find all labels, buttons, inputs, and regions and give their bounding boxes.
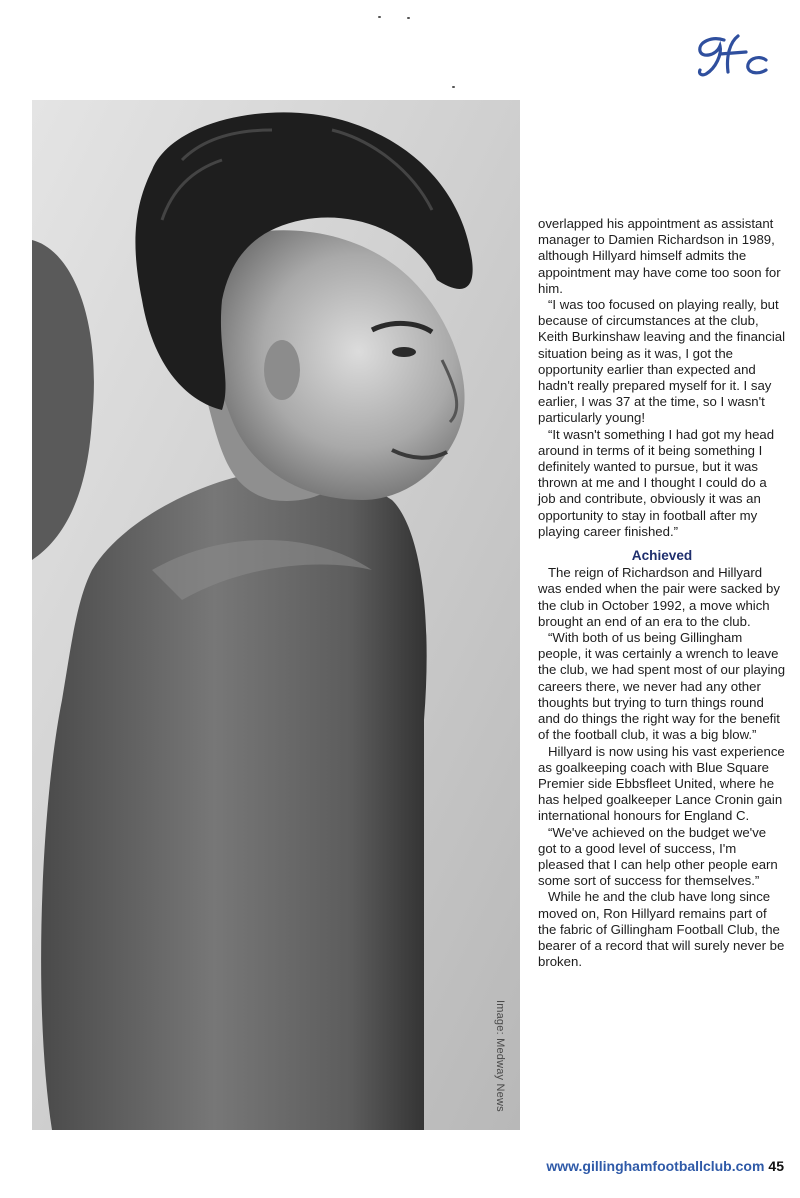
article-subheading: Achieved <box>631 548 693 564</box>
article-paragraph: “I was too focused on playing really, but because of circumstances at the club, Keith Burkinshaw leaving and the financial situation being as it was, I got the opportunity earlier than expected and hadn't really prepared myself for it. I say earlier, I was 37 at the time, so I wasn't particularly young! <box>538 297 786 426</box>
gfc-monogram-icon <box>694 34 770 80</box>
article-paragraph: “With both of us being Gillingham people, it was certainly a wrench to leave the club, we had spent most of our playing careers there, we never had any other thoughts but trying to turn things round and do things the right way for the benefit of the football club, it was a big blow.” <box>538 630 786 743</box>
scan-speck <box>452 86 455 88</box>
player-photo <box>32 100 520 1130</box>
page-number: 45 <box>768 1158 784 1174</box>
scan-speck <box>407 17 410 19</box>
article-paragraph: overlapped his appointment as assistant manager to Damien Richardson in 1989, although Hillyard himself admits the appointment may have come too soon for him. <box>538 216 781 296</box>
article-paragraph: While he and the club have long since moved on, Ron Hillyard remains part of the fabric of Gillingham Football Club, the bearer of a record that will surely never be broken. <box>538 889 785 970</box>
club-logo <box>694 34 770 80</box>
page-footer <box>540 1158 784 1174</box>
website-link[interactable]: www.gillinghamfootballclub.com <box>546 1158 765 1174</box>
article-paragraph: The reign of Richardson and Hillyard was ended when the pair were sacked by the club in October 1992, a move which brought an end of an era to the club. <box>538 565 780 629</box>
article-paragraph: “It wasn't something I had got my head around in terms of it being something I definitely wanted to pursue, but it was thrown at me and I thought I could do a job and contribute, obviously it was an opportunity to stay in football after my playing career finished.” <box>538 426 775 539</box>
article-body <box>538 216 786 970</box>
article-paragraph: “We've achieved on the budget we've got to a good level of success, I'm pleased that I can help other people earn some sort of success for themselves.” <box>538 824 778 889</box>
player-portrait-illustration <box>32 100 520 1130</box>
scan-speck <box>378 16 381 18</box>
article-paragraph: Hillyard is now using his vast experience as goalkeeping coach with Blue Square Premier side Ebbsfleet United, where he has helped goalkeeper Lance Cronin gain international honours for England C. <box>538 743 785 824</box>
photo-credit: Image: Medway News <box>494 1000 506 1112</box>
